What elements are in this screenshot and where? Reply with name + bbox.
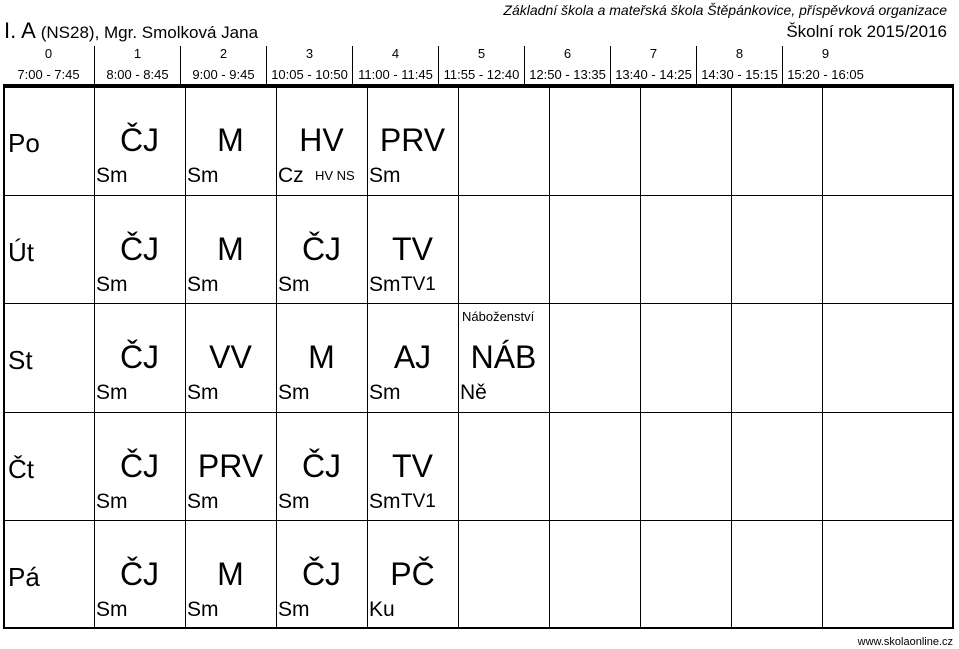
lesson-subject[interactable]: ČJ xyxy=(119,231,160,267)
period-header-4 xyxy=(352,46,438,84)
column-divider xyxy=(640,86,641,629)
period-header-1 xyxy=(94,46,180,84)
lesson-teacher: Sm xyxy=(187,598,219,621)
lesson-teacher: Ně xyxy=(460,381,487,404)
lesson-teacher: Sm xyxy=(96,381,128,404)
period-time: 9:00 - 9:45 xyxy=(192,67,255,82)
day-label: Čt xyxy=(8,454,34,484)
day-label: Pá xyxy=(8,562,40,592)
period-time: 11:00 - 11:45 xyxy=(358,67,433,82)
lesson-subject[interactable]: M xyxy=(217,122,244,158)
class-name: I. A xyxy=(4,18,35,43)
footer-link[interactable]: www.skolaonline.cz xyxy=(857,636,953,648)
lesson-subject[interactable]: NÁB xyxy=(470,339,537,375)
school-year: Školní rok 2015/2016 xyxy=(786,22,947,41)
lesson-subject[interactable]: PRV xyxy=(379,122,446,158)
period-header-6 xyxy=(524,46,610,84)
lesson-subject[interactable]: ČJ xyxy=(119,339,160,375)
period-header-0 xyxy=(3,46,94,84)
period-number: 6 xyxy=(563,46,572,61)
lesson-subject[interactable]: AJ xyxy=(393,339,432,375)
lesson-teacher: Sm xyxy=(96,490,128,513)
lesson-room: TV1 xyxy=(401,491,436,512)
class-code: (NS28), Mgr. Smolková Jana xyxy=(40,23,259,42)
lesson-subject[interactable]: M xyxy=(308,339,335,375)
row-divider xyxy=(3,412,954,413)
period-number: 9 xyxy=(821,46,830,61)
lesson-subject[interactable]: PČ xyxy=(390,556,435,592)
lesson-subject[interactable]: M xyxy=(217,231,244,267)
lesson-subject[interactable]: ČJ xyxy=(119,122,160,158)
lesson-subject[interactable]: ČJ xyxy=(119,448,160,484)
period-time: 12:50 - 13:35 xyxy=(529,67,606,82)
lesson-teacher: Cz xyxy=(278,164,304,187)
lesson-teacher: Sm xyxy=(96,164,128,187)
period-header-8 xyxy=(696,46,782,84)
lesson-teacher: Ku xyxy=(369,598,395,621)
lesson-teacher: Sm xyxy=(369,273,401,296)
row-divider xyxy=(3,303,954,304)
row-divider xyxy=(3,520,954,521)
lesson-room: TV1 xyxy=(401,274,436,295)
period-number: 1 xyxy=(133,46,142,61)
period-number: 0 xyxy=(44,46,53,61)
lesson-teacher: Sm xyxy=(187,381,219,404)
column-divider xyxy=(731,86,732,629)
period-number: 7 xyxy=(649,46,658,61)
school-name: Základní škola a mateřská škola Štěpánkovice, příspěvková organizace xyxy=(503,2,947,18)
lesson-subject[interactable]: ČJ xyxy=(301,448,342,484)
lesson-subject[interactable]: ČJ xyxy=(301,231,342,267)
class-title xyxy=(4,18,258,44)
row-divider xyxy=(3,195,954,196)
period-header-7 xyxy=(610,46,696,84)
lesson-subject[interactable]: ČJ xyxy=(301,556,342,592)
lesson-group: Náboženství xyxy=(462,309,535,324)
period-header-2 xyxy=(180,46,266,84)
lesson-teacher: Sm xyxy=(278,273,310,296)
lesson-teacher: Sm xyxy=(187,490,219,513)
period-time: 8:00 - 8:45 xyxy=(106,67,169,82)
period-number: 3 xyxy=(305,46,314,61)
period-time: 15:20 - 16:05 xyxy=(787,67,864,82)
lesson-teacher: Sm xyxy=(369,490,401,513)
period-number: 8 xyxy=(735,46,744,61)
lesson-subject[interactable]: VV xyxy=(209,339,252,375)
lesson-teacher: Sm xyxy=(278,598,310,621)
column-divider xyxy=(822,86,823,629)
period-time: 10:05 - 10:50 xyxy=(271,67,348,82)
lesson-room: HV NS xyxy=(315,168,355,183)
lesson-teacher: Sm xyxy=(187,273,219,296)
period-number: 2 xyxy=(219,46,228,61)
lesson-teacher: Sm xyxy=(96,598,128,621)
day-label: Út xyxy=(8,237,34,267)
period-header-5 xyxy=(438,46,524,84)
period-number: 4 xyxy=(391,46,400,61)
period-time: 14:30 - 15:15 xyxy=(701,67,778,82)
lesson-teacher: Sm xyxy=(278,381,310,404)
lesson-subject[interactable]: M xyxy=(217,556,244,592)
column-divider xyxy=(549,86,550,629)
period-header-9 xyxy=(782,46,868,84)
lesson-teacher: Sm xyxy=(96,273,128,296)
period-time: 11:55 - 12:40 xyxy=(443,67,520,82)
lesson-subject[interactable]: TV xyxy=(392,231,433,267)
lesson-subject[interactable]: ČJ xyxy=(119,556,160,592)
lesson-subject[interactable]: TV xyxy=(392,448,433,484)
lesson-teacher: Sm xyxy=(369,381,401,404)
lesson-teacher: Sm xyxy=(278,490,310,513)
period-header-3 xyxy=(266,46,352,84)
day-label: Po xyxy=(8,128,40,158)
period-time: 13:40 - 14:25 xyxy=(615,67,692,82)
day-label: St xyxy=(8,345,33,375)
period-time: 7:00 - 7:45 xyxy=(17,67,80,82)
lesson-teacher: Sm xyxy=(369,164,401,187)
lesson-subject[interactable]: HV xyxy=(299,122,344,158)
lesson-teacher: Sm xyxy=(187,164,219,187)
lesson-subject[interactable]: PRV xyxy=(197,448,264,484)
period-number: 5 xyxy=(477,46,486,61)
